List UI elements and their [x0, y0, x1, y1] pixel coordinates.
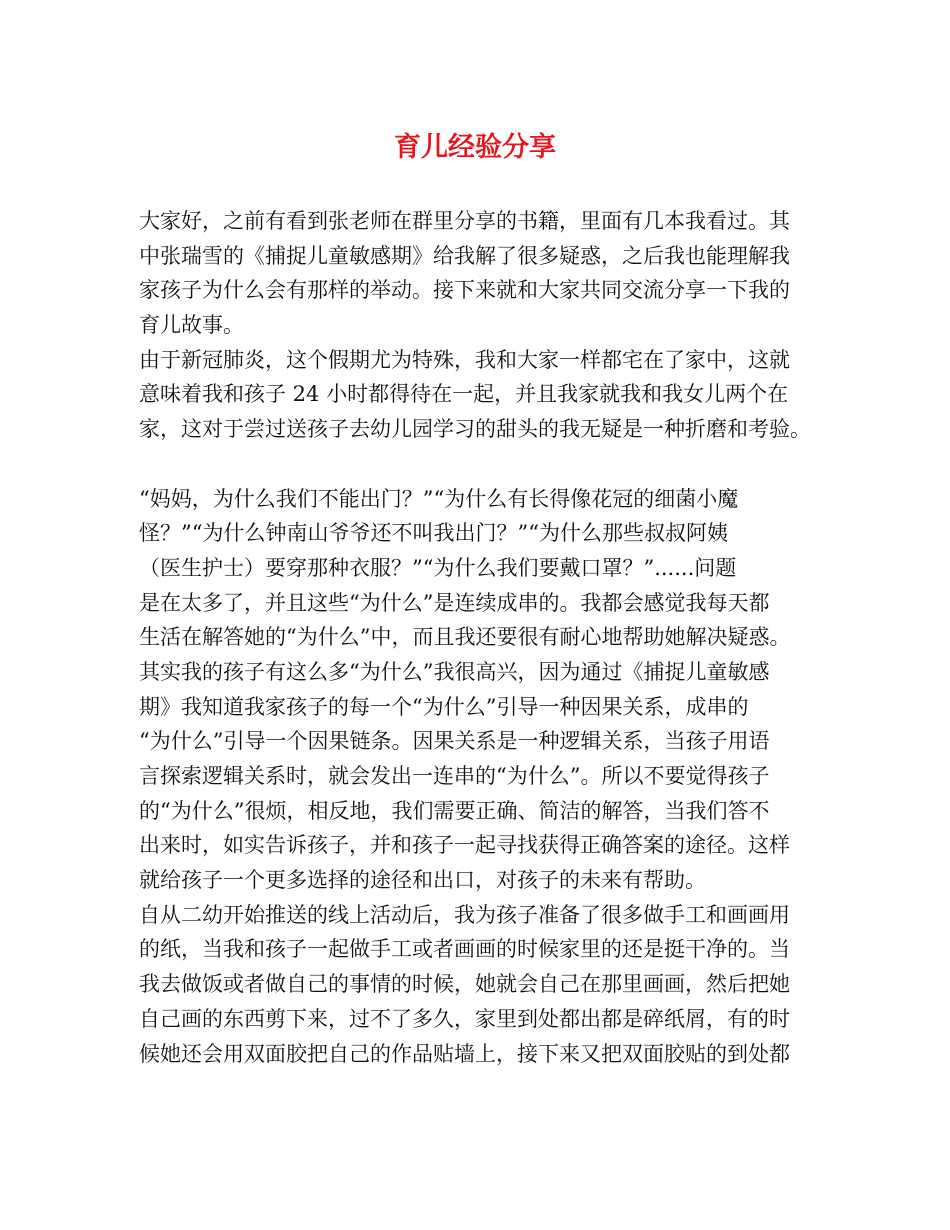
- text-line: 候她还会用双面胶把自己的作品贴墙上，接下来又把双面胶贴的到处都: [139, 1041, 790, 1066]
- text-line: 就给孩子一个更多选择的途径和出口，对孩子的未来有帮助。: [139, 868, 706, 893]
- text-line: 自己画的东西剪下来，过不了多久，家里到处都出都是碎纸屑，有的时: [139, 1006, 790, 1031]
- text-line: 其实我的孩子有这么多“为什么”我很高兴，因为通过《捕捉儿童敏感: [139, 659, 770, 684]
- text-line: 由于新冠肺炎，这个假期尤为特殊，我和大家一样都宅在了家中，这就: [139, 347, 790, 372]
- text-line: （医生护士）要穿那种衣服？”“为什么我们要戴口罩？”......问题: [139, 555, 737, 580]
- text-line: 我去做饭或者做自己的事情的时候，她就会自己在那里画画，然后把她: [139, 972, 790, 997]
- text-line: 育儿故事。: [139, 313, 244, 338]
- text-line: 意味着我和孩子 24 小时都得待在一起，并且我家就我和我女儿两个在: [139, 382, 789, 407]
- document-title: 育儿经验分享: [394, 132, 556, 163]
- blank-line: [139, 447, 815, 482]
- text-line: 出来时，如实告诉孩子，并和孩子一起寻找获得正确答案的途径。这样: [139, 833, 790, 858]
- text-line: 的“为什么”很烦，相反地，我们需要正确、简洁的解答，当我们答不: [139, 798, 770, 823]
- text-line: 自从二幼开始推送的线上活动后，我为孩子准备了很多做手工和画画用: [139, 902, 790, 927]
- document-body: [139, 204, 815, 1071]
- text-line: 生活在解答她的“为什么”中，而且我还要很有耐心地帮助她解决疑惑。: [139, 625, 791, 650]
- text-line: “妈妈，为什么我们不能出门？”“为什么有长得像花冠的细菌小魔: [139, 486, 739, 511]
- text-line: 期》我知道我家孩子的每一个“为什么”引导一种因果关系，成串的: [139, 694, 749, 719]
- text-line: 中张瑞雪的《捕捉儿童敏感期》给我解了很多疑惑，之后我也能理解我: [139, 243, 790, 268]
- text-line: “为什么”引导一个因果链条。因果关系是一种逻辑关系，当孩子用语: [139, 729, 770, 754]
- text-line: 怪？”“为什么钟南山爷爷还不叫我出门？”“为什么那些叔叔阿姨: [139, 521, 728, 546]
- text-line: 家孩子为什么会有那样的举动。接下来就和大家共同交流分享一下我的: [139, 278, 790, 303]
- text-line: 大家好，之前有看到张老师在群里分享的书籍，里面有几本我看过。其: [139, 209, 790, 233]
- text-line: 言探索逻辑关系时，就会发出一连串的“为什么”。所以不要觉得孩子: [139, 764, 770, 788]
- text-line: 的纸，当我和孩子一起做手工或者画画的时候家里的还是挺干净的。当: [139, 937, 790, 962]
- text-line: 是在太多了，并且这些“为什么”是连续成串的。我都会感觉我每天都: [139, 590, 770, 615]
- text-line: 家，这对于尝过送孩子去幼儿园学习的甜头的我无疑是一种折磨和考验。: [139, 417, 811, 442]
